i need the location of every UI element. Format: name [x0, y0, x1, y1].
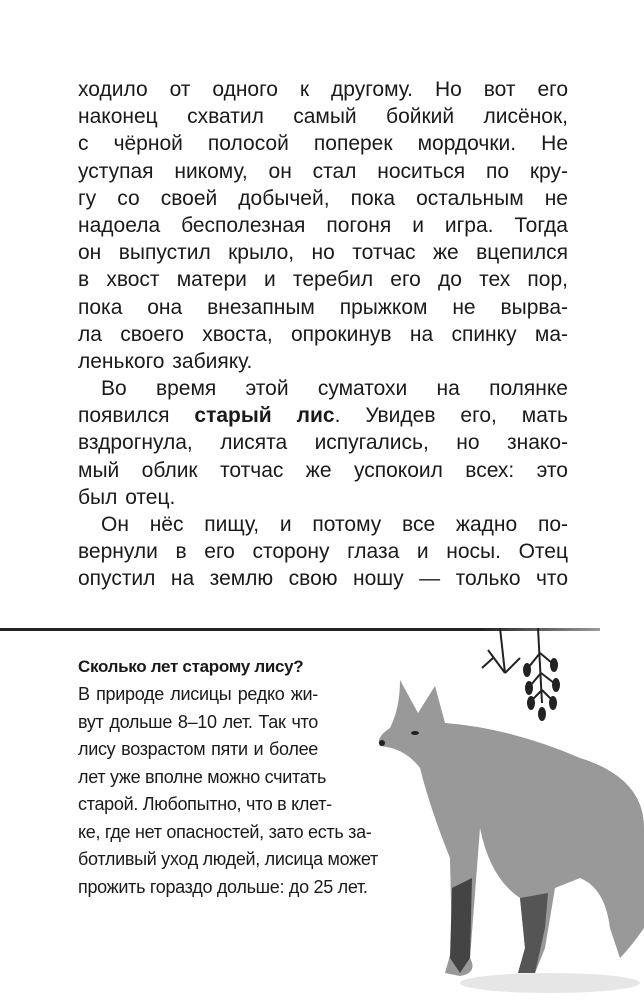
sidebar-line: лет уже вполне можно считать: [78, 766, 327, 787]
sidebar-line: лису возрастом пяти и более: [78, 739, 318, 759]
sidebar-title: Сколько лет старому лису?: [78, 657, 304, 676]
text-line: был отец.: [78, 485, 176, 509]
text-span: появился: [78, 404, 170, 428]
text-line: с чёрной полосой поперек мордочки. Не: [78, 132, 568, 156]
branch-icon: [482, 628, 560, 721]
text-line: в хвост матери и теребил его до тех пор,: [78, 268, 568, 292]
text-line: Во время этой суматохи на полянке: [101, 377, 568, 401]
text-span: . Увидев его, мать: [334, 404, 568, 428]
text-line: вздрогнула, лисята испугались, но знако-: [78, 431, 568, 455]
main-text: [78, 76, 568, 593]
text-line: уступая никому, он стал носиться по кру-: [78, 159, 568, 183]
sidebar-line: старой. Любопытно, что в клет-: [78, 794, 332, 814]
fox-illustration: [360, 628, 644, 1001]
text-line: ходило от одного к другому. Но вот его: [78, 78, 568, 101]
text-line: Он нёс пищу, и потому все жадно по-: [101, 513, 568, 536]
text-line: мый облик тотчас же успокоил всех: это: [78, 458, 568, 482]
sidebar-box: [78, 653, 378, 901]
text-line: опустил на землю свою ношу — только что: [78, 567, 568, 591]
text-line: он выпустил крыло, но тотчас же вцепился: [78, 241, 568, 265]
text-line: пока она внезапным прыжком не вырва-: [78, 295, 568, 319]
fox-body: [379, 680, 644, 993]
text-line: наконец схватил самый бойкий лисёнок,: [78, 105, 568, 129]
text-line: ла своего хвоста, опрокинув на спинку ма-: [78, 322, 568, 346]
sidebar-line: В природе лисицы редко жи-: [78, 684, 318, 704]
sidebar-line: ботливый уход людей, лисица может: [78, 849, 378, 869]
text-line: надоела бесполезная погоня и игра. Тогда: [78, 213, 568, 237]
sidebar-line: ке, где нет опасностей, зато есть за-: [78, 821, 372, 842]
sidebar-line: прожить гораздо дольше: до 25 лет.: [78, 876, 368, 897]
bold-term: старый лис: [194, 404, 335, 428]
text-line: [78, 402, 568, 429]
text-line: вернули в его сторону глаза и носы. Отец: [78, 540, 568, 564]
sidebar-line: вут дольше 8–10 лет. Так что: [78, 711, 318, 732]
text-line: гу со своей добычей, пока остальным не: [78, 186, 568, 210]
text-line: ленького забияку.: [78, 349, 253, 373]
